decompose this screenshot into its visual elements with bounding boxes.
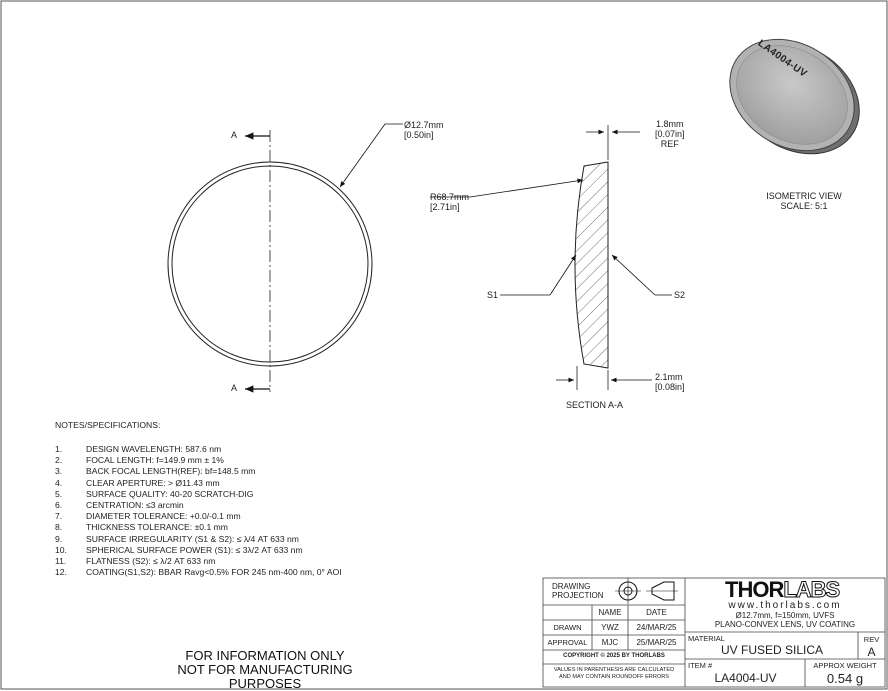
weight-label: APPROX WEIGHT bbox=[813, 661, 877, 670]
date-header: DATE bbox=[646, 608, 667, 617]
values-note-line2: AND MAY CONTAIN ROUNDOFF ERRORS bbox=[558, 674, 669, 680]
note-text: FLATNESS (S2): ≤ λ/2 AT 633 nm bbox=[86, 555, 216, 566]
part-description bbox=[688, 612, 882, 629]
note-item bbox=[55, 556, 342, 567]
website: www.thorlabs.com bbox=[728, 600, 842, 611]
copyright: COPYRIGHT © 2025 BY THORLABS bbox=[563, 653, 665, 659]
values-note bbox=[543, 667, 685, 681]
note-text: THICKNESS TOLERANCE: ±0.1 mm bbox=[86, 522, 228, 533]
note-item bbox=[55, 444, 342, 455]
thickness-top-mm: 1.8mm bbox=[656, 119, 684, 129]
diameter-label bbox=[404, 120, 444, 140]
note-number: 5. bbox=[55, 488, 63, 499]
note-item bbox=[55, 522, 342, 533]
note-item bbox=[55, 567, 342, 578]
notes-section bbox=[55, 420, 342, 578]
note-number: 9. bbox=[55, 533, 63, 544]
approval-label: APPROVAL bbox=[547, 638, 588, 647]
values-note-line1: VALUES IN PARENTHESIS ARE CALCULATED bbox=[553, 667, 675, 673]
note-text: BACK FOCAL LENGTH(REF): bf=148.5 mm bbox=[86, 466, 256, 477]
thickness-top-in: [0.07in] bbox=[655, 129, 685, 139]
drawn-date: 24/MAR/25 bbox=[636, 623, 677, 632]
note-text: COATING(S1,S2): BBAR Ravg<0.5% FOR 245 nm-400 nm, 0° AOI bbox=[86, 567, 342, 578]
isometric-view bbox=[709, 17, 880, 177]
note-item bbox=[55, 534, 342, 545]
logo-thor: THOR bbox=[725, 577, 784, 602]
isometric-scale: SCALE: 5:1 bbox=[780, 201, 828, 211]
note-text: SPHERICAL SURFACE POWER (S1): ≤ 3λ/2 AT 633 nm bbox=[86, 544, 303, 555]
approval-name: MJC bbox=[601, 638, 619, 647]
note-number: 2. bbox=[55, 455, 63, 466]
logo-labs: LABS bbox=[783, 577, 840, 602]
radius-in: [2.71in] bbox=[430, 202, 460, 212]
note-text: CENTRATION: ≤3 arcmin bbox=[86, 499, 184, 510]
projection-line2: PROJECTION bbox=[552, 590, 604, 600]
note-item bbox=[55, 478, 342, 489]
note-text: FOCAL LENGTH: f=149.9 mm ± 1% bbox=[86, 455, 224, 466]
notes-list bbox=[55, 444, 342, 578]
note-number: 12. bbox=[55, 567, 67, 578]
projection-symbol-icon bbox=[615, 578, 678, 604]
disclaimer bbox=[140, 649, 390, 691]
approval-date: 25/MAR/25 bbox=[636, 638, 677, 647]
thickness-bottom-label bbox=[655, 372, 685, 392]
section-mark-top: A bbox=[231, 130, 238, 140]
thickness-bottom-mm: 2.1mm bbox=[655, 372, 683, 382]
weight-value: 0.54 g bbox=[826, 671, 864, 686]
note-item bbox=[55, 466, 342, 477]
thorlabs-logo bbox=[725, 578, 839, 602]
note-text: SURFACE IRREGULARITY (S1 & S2): ≤ λ/4 AT 633 nm bbox=[86, 533, 299, 544]
radius-label bbox=[430, 192, 469, 212]
note-item bbox=[55, 545, 342, 556]
note-text: DIAMETER TOLERANCE: +0.0/-0.1 mm bbox=[86, 511, 241, 522]
drawn-name: YWZ bbox=[601, 623, 619, 632]
disclaimer-line2: NOT FOR MANUFACTURING PURPOSES bbox=[177, 662, 353, 691]
rev-value: A bbox=[867, 645, 876, 659]
diameter-mm: Ø12.7mm bbox=[404, 120, 444, 130]
section-mark-bottom: A bbox=[231, 383, 238, 393]
drawn-label: DRAWN bbox=[553, 623, 582, 632]
lens-engraving: LA4004-UV bbox=[755, 38, 809, 80]
note-number: 1. bbox=[55, 444, 63, 454]
material-value: UV FUSED SILICA bbox=[720, 643, 824, 657]
section-title: SECTION A-A bbox=[566, 400, 624, 410]
rev-label: REV bbox=[863, 635, 880, 644]
note-number: 11. bbox=[55, 555, 67, 566]
note-number: 8. bbox=[55, 522, 63, 533]
note-text: SURFACE QUALITY: 40-20 SCRATCH-DIG bbox=[86, 488, 254, 499]
item-value: LA4004-UV bbox=[714, 671, 777, 685]
note-number: 10. bbox=[55, 544, 67, 555]
radius-mm: R68.7mm bbox=[430, 192, 470, 202]
note-item bbox=[55, 511, 342, 522]
description-line2: PLANO-CONVEX LENS, UV COATING bbox=[714, 619, 856, 629]
note-number: 6. bbox=[55, 499, 63, 510]
thickness-bottom-in: [0.08in] bbox=[655, 382, 685, 392]
note-text: DESIGN WAVELENGTH: 587.6 nm bbox=[86, 444, 222, 454]
section-view bbox=[430, 125, 672, 390]
material-label: MATERIAL bbox=[688, 634, 725, 643]
projection-line1: DRAWING bbox=[552, 582, 591, 591]
thickness-top-ref: REF bbox=[660, 139, 679, 149]
note-number: 4. bbox=[55, 477, 63, 488]
note-number: 3. bbox=[55, 466, 63, 477]
front-view bbox=[168, 124, 403, 392]
name-header: NAME bbox=[598, 608, 622, 617]
description-line1: Ø12.7mm, f=150mm, UVFS bbox=[735, 611, 835, 620]
diameter-in: [0.50in] bbox=[404, 130, 434, 140]
note-item bbox=[55, 489, 342, 500]
projection-label bbox=[552, 583, 604, 600]
note-item bbox=[55, 500, 342, 511]
s1-label: S1 bbox=[487, 290, 499, 300]
thickness-top-label bbox=[655, 119, 685, 149]
isometric-label bbox=[764, 191, 844, 211]
note-number: 7. bbox=[55, 511, 63, 522]
note-item bbox=[55, 455, 342, 466]
notes-header: NOTES/SPECIFICATIONS: bbox=[55, 420, 161, 430]
isometric-title: ISOMETRIC VIEW bbox=[766, 191, 842, 201]
note-text: CLEAR APERTURE: > Ø11.43 mm bbox=[86, 477, 220, 488]
s2-label: S2 bbox=[674, 290, 686, 300]
disclaimer-line1: FOR INFORMATION ONLY bbox=[185, 648, 345, 663]
item-label: ITEM # bbox=[688, 661, 713, 670]
